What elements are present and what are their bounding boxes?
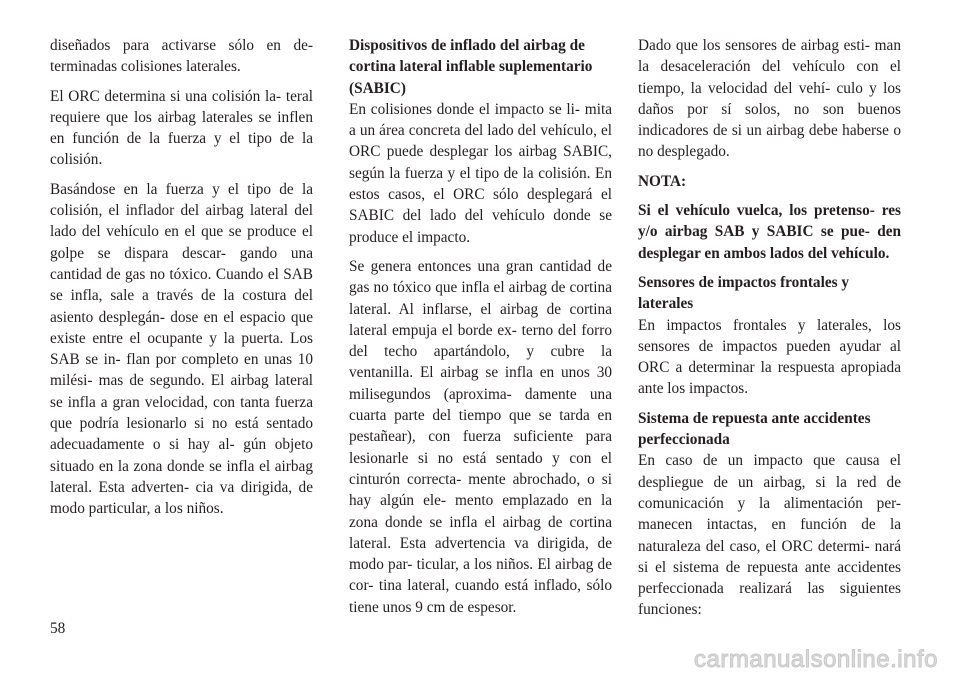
heading-sabic: Dispositivos de inflado del airbag de cortina lateral inflable suplementario (SABIC) bbox=[349, 37, 593, 97]
paragraph-orc-determination: El ORC determina si una colisión la- teral requiere que los airbag laterales se inflen en función de la fuerza y el tipo de la colisión. bbox=[50, 87, 313, 169]
text-column-2 bbox=[349, 35, 612, 626]
text-column-3 bbox=[638, 35, 901, 621]
note-rollover-text: Si el vehículo vuelca, los pretenso- res y/o airbag SAB y SABIC se pue- den desplegar en ambos lados del vehículo. bbox=[638, 202, 901, 262]
paragraph-sabic-inflation: Se genera entonces una gran cantidad de gas no tóxico que infla el airbag de cortina lateral. Al inflarse, el airbag de cortina lateral empuja el borde ex- terno del forro del techo apartándolo, y cubre la ventanilla. El airbag se infla en unos 30 milisegundos (aproxima- damente una cuarta parte del tiempo que se tarda en pestañear), con fuerza suficiente para lesionarle si no está sentado y con el cinturón correcta- mente abrochado, o si hay algún ele- mento emplazado en la zona donde se infla el airbag de cortina lateral. Esta advertencia va dirigida, de modo par- ticular, a los niños. El airbag de cor- tina lateral, cuando está inflado, sólo tiene unos 9 cm de espesor. bbox=[349, 257, 612, 616]
paragraph-sab-inflation: Basándose en la fuerza y el tipo de la colisión, el inflador del airbag lateral del lado del vehículo en el que se produce el golpe se dispara descar- gando una cantidad de gas no tóxico. Cuando el SAB se infla, sale a través de la costura del asiento desplegán- dose en el espacio que existe entre el ocupante y la puerta. Los SAB se in- flan por completo en unas 10 milési- mas de segundo. El airbag lateral se infla a gran velocidad, con tanta fuerza que podría lesionarlo si no está sentado adecuadamente o si hay al- gún objeto situado en la zona donde se infla el airbag lateral. Esta adverten- cia va dirigida, de modo particular, a los niños. bbox=[50, 180, 313, 518]
page-number: 58 bbox=[50, 620, 66, 637]
paragraph-sabic-deployment: En colisiones donde el impacto se li- mita a un área concreta del lado del vehículo, el ORC puede desplegar los airbag SABIC, según la fuerza y el tipo de la colisión. En estos casos, el ORC sólo desplegará el SABIC del lado del vehículo donde se produce el impacto. bbox=[349, 100, 612, 246]
note-label: NOTA: bbox=[638, 172, 687, 190]
paragraph-side-airbag-intro: diseñados para activarse sólo en de- terminadas colisiones laterales. bbox=[50, 37, 313, 76]
paragraph-impact-sensors: En impactos frontales y laterales, los sensores de impactos pueden ayudar al ORC a determinar la respuesta apropiada ante los impactos. bbox=[638, 316, 901, 398]
paragraph-airbag-sensors: Dado que los sensores de airbag esti- man la desaceleración del vehículo con el tiempo, la velocidad del vehí- culo y los daños por sí solos, no son buenos indicadores de si un airbag debe haberse o no desplegado. bbox=[638, 37, 901, 161]
paragraph-enhanced-accident-response: En caso de un impacto que causa el despliegue de un airbag, si la red de comunicación y la alimentación per- manecen intactas, en función de la naturaleza del caso, el ORC determi- nará si el sistema de repuesta ante accidentes perfeccionada realizará las siguientes funciones: bbox=[638, 452, 901, 619]
heading-impact-sensors: Sensores de impactos frontales y laterales bbox=[638, 273, 850, 313]
heading-enhanced-accident-response: Sistema de repuesta ante accidentes perfeccionada bbox=[638, 409, 871, 449]
watermark: carmanualsonline.info bbox=[694, 646, 938, 673]
text-column-1 bbox=[50, 35, 313, 528]
